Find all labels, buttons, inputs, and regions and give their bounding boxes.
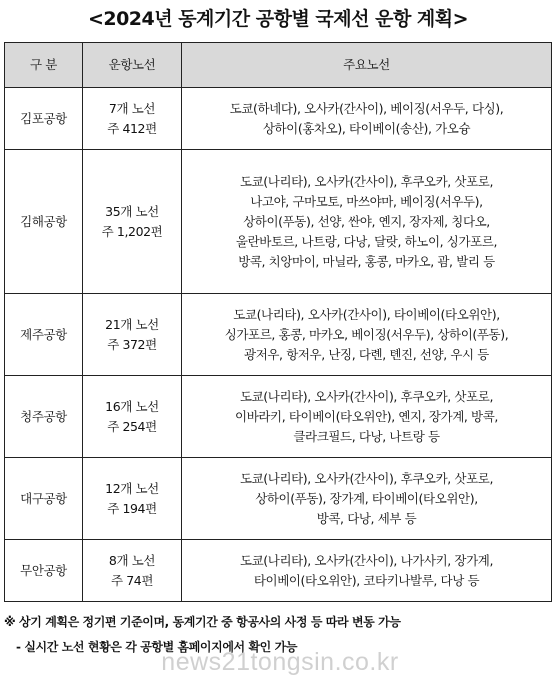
main-routes-line: 싱가포르, 홍콩, 마카오, 베이징(서우두), 상하이(푸동), <box>224 326 509 342</box>
main-routes-line: 클라크필드, 다낭, 나트랑 등 <box>293 428 440 444</box>
main-routes-line: 울란바토르, 나트랑, 다낭, 달랏, 하노이, 싱가포르, <box>235 233 498 249</box>
weekly-flights: 주 194편 <box>107 500 157 516</box>
route-count-text: 21개 노선 <box>105 316 159 332</box>
main-routes-line: 상하이(푸동), 선양, 싼야, 옌지, 장자제, 칭다오, <box>243 213 490 229</box>
footnote: ※ 상기 계획은 정기편 기준이며, 동계기간 중 항공사의 사정 등 따라 변동 가능 <box>4 615 401 629</box>
page-title: <2024년 동계기간 공항별 국제선 운항 계획> <box>87 8 469 30</box>
footnote-sub: - 실시간 노선 현황은 각 공항별 홈페이지에서 확인 가능 <box>16 640 298 654</box>
table-row <box>5 376 552 458</box>
main-routes <box>182 150 552 294</box>
route-count <box>83 150 182 294</box>
route-count <box>83 88 182 150</box>
main-routes-line: 광저우, 항저우, 난징, 다롄, 톈진, 선양, 우시 등 <box>244 346 489 362</box>
route-count-text: 35개 노선 <box>105 203 159 219</box>
main-routes-line: 상하이(홍차오), 타이베이(송산), 가오슝 <box>262 120 471 136</box>
main-routes-line: 방콕, 치앙마이, 마닐라, 홍콩, 마카오, 괌, 발리 등 <box>238 253 495 269</box>
route-count-text: 7개 노선 <box>108 100 156 116</box>
route-count <box>83 294 182 376</box>
main-routes-line: 도쿄(하네다), 오사카(간사이), 베이징(서우두, 다싱), <box>229 100 504 116</box>
airport-name: 무안공항 <box>5 540 83 602</box>
main-routes-line: 도쿄(나리타), 오사카(간사이), 나가사키, 장가계, <box>239 552 494 568</box>
table-row <box>5 88 552 150</box>
table-row <box>5 458 552 540</box>
route-count-text: 8개 노선 <box>108 552 156 568</box>
weekly-flights: 주 74편 <box>110 572 154 588</box>
table-row <box>5 294 552 376</box>
main-routes <box>182 540 552 602</box>
weekly-flights: 주 1,202편 <box>101 223 163 239</box>
main-routes-line: 타이베이(타오위안), 코타키나발루, 다낭 등 <box>253 572 480 588</box>
main-routes <box>182 88 552 150</box>
header-main-routes: 주요노선 <box>182 43 552 88</box>
airport-name: 김포공항 <box>5 88 83 150</box>
header-routes: 운항노선 <box>83 43 182 88</box>
main-routes <box>182 458 552 540</box>
table-row <box>5 540 552 602</box>
airport-name: 김해공항 <box>5 150 83 294</box>
route-count <box>83 458 182 540</box>
weekly-flights: 주 254편 <box>107 418 157 434</box>
route-count <box>83 540 182 602</box>
table-header-row <box>5 43 552 88</box>
route-count-text: 12개 노선 <box>105 480 159 496</box>
main-routes-line: 나고야, 구마모토, 마쓰야마, 베이징(서우두), <box>250 193 483 209</box>
main-routes <box>182 294 552 376</box>
route-count <box>83 376 182 458</box>
main-routes-line: 방콕, 다낭, 세부 등 <box>316 510 417 526</box>
header-category: 구 분 <box>5 43 83 88</box>
main-routes-line: 상하이(푸동), 장가계, 타이베이(타오위안), <box>255 490 478 506</box>
main-routes-line: 도쿄(나리타), 오사카(간사이), 후쿠오카, 삿포로, <box>239 388 494 404</box>
schedule-table <box>4 42 552 602</box>
weekly-flights: 주 372편 <box>107 336 157 352</box>
airport-name: 청주공항 <box>5 376 83 458</box>
route-count-text: 16개 노선 <box>105 398 159 414</box>
main-routes <box>182 376 552 458</box>
main-routes-line: 이바라키, 타이베이(타오위안), 옌지, 장가계, 방콕, <box>235 408 498 424</box>
table-row <box>5 150 552 294</box>
main-routes-line: 도쿄(나리타), 오사카(간사이), 타이베이(타오위안), <box>233 306 500 322</box>
airport-name: 대구공항 <box>5 458 83 540</box>
watermark: news21tongsin.co.kr <box>161 648 399 676</box>
main-routes-line: 도쿄(나리타), 오사카(간사이), 후쿠오카, 삿포로, <box>239 470 494 486</box>
main-routes-line: 도쿄(나리타), 오사카(간사이), 후쿠오카, 삿포로, <box>239 173 494 189</box>
airport-name: 제주공항 <box>5 294 83 376</box>
weekly-flights: 주 412편 <box>107 120 157 136</box>
